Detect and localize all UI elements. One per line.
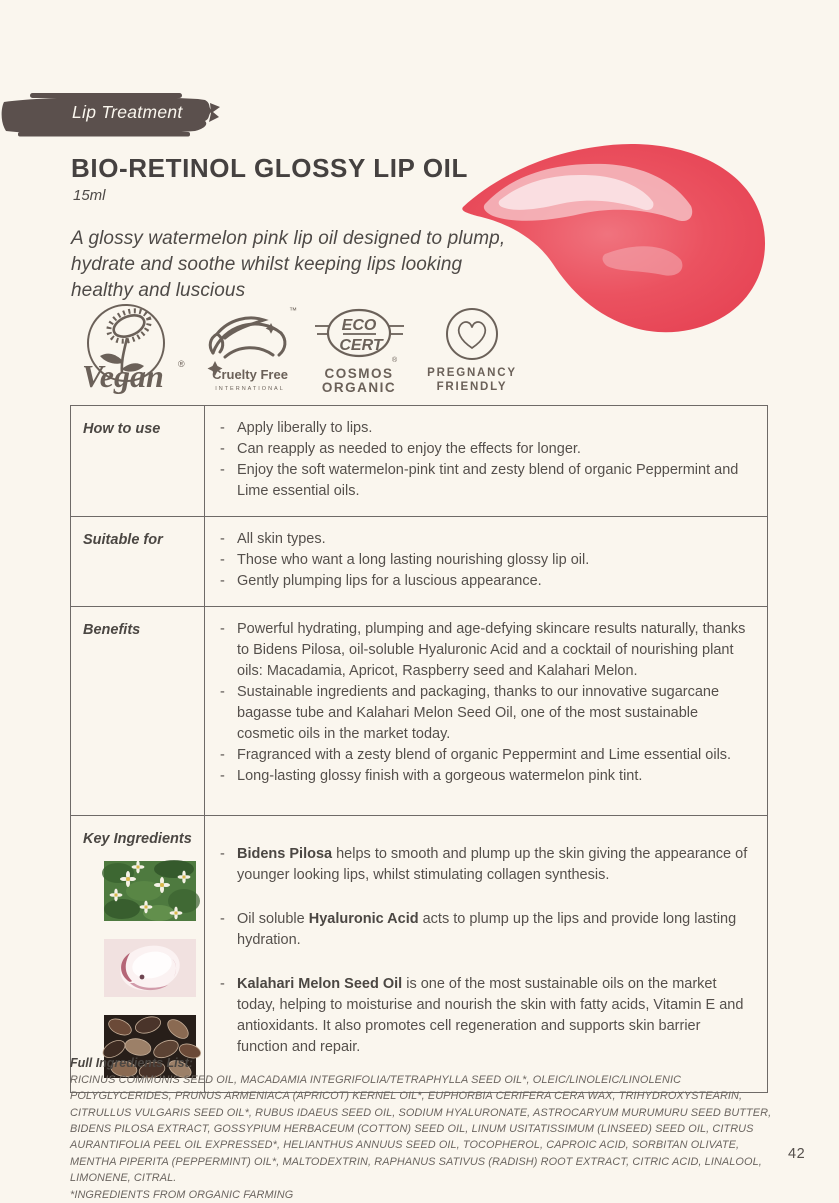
ecocert-badge-line1: ECO: [341, 317, 377, 334]
row-content: [205, 816, 767, 1092]
ecocert-badge-mark: ®: [392, 357, 398, 364]
table-row-suitable-for: [71, 516, 767, 606]
page-number: 42: [788, 1146, 806, 1162]
product-description: A glossy watermelon pink lip oil designed to plump, hydrate and soothe whilst keeping lips looking healthy and luscious: [71, 228, 506, 302]
ingredients-list: RICINUS COMMUNIS SEED OIL, MACADAMIA INTEGRIFOLIA/TETRAPHYLLA SEED OIL*, OLEIC/LINOLEIC/LINOLENIC POLYGLYCERIDES, PRUNUS ARMENIACA (APRICOT) KERNEL OIL*, EUPHORBIA CERIFERA CERA WAX, TRIHYDROXYSTEARIN, CITRULLUS VULGARIS SEED OIL*, RUBUS IDAEUS SEED OIL, SODIUM HYALURONATE, ASTROCARYUM MURUMURU SEED BUTTER, BIDENS PILOSA EXTRACT, GOSSYPIUM HERBACEUM (COTTON) SEED OIL, LINUM USITATISSIMUM (LINSEED) SEED OIL, CITRUS AURANTIFOLIA PEEL OIL EXPRESSED*, HELIANTHUS ANNUUS SEED OIL, TOCOPHEROL, CAPROIC ACID, SORBITAN OLIVATE, MENTHA PIPERITA (PEPPERMINT) OIL*, MALTODEXTRIN, RAPHANUS SATIVUS (RADISH) ROOT EXTRACT, CITRIC ACID, LINALOOL, LIMONENE, CITRAL.: [70, 1074, 772, 1185]
category-tag-label: Lip Treatment: [72, 102, 183, 122]
category-tag: [0, 92, 224, 138]
bullet-item: - Powerful hydrating, plumping and age-defying skincare results naturally, thanks to Bidens Pilosa, oil-soluble Hyaluronic Acid and a cocktail of nourishing plant oils: Macadamia, Apricot, Raspberry seed and Kalahari Melon.: [215, 619, 753, 682]
row-content: [205, 406, 767, 516]
bullet-item: - Sustainable ingredients and packaging, thanks to our innovative sugarcane bagasse tube and Kalahari Melon Seed Oil, one of the most sustainable cosmetic oils in the market today.: [215, 682, 753, 745]
bullet-item: - Kalahari Melon Seed Oil is one of the most sustainable oils on the market today, helping to moisturise and nourish the skin with fatty acids, Vitamin E and antioxidants. It also promotes cell regeneration and supports skin barrier function and repair.: [215, 974, 753, 1058]
row-label: Suitable for: [71, 517, 205, 606]
bullet-item: - Those who want a long lasting nourishing glossy lip oil.: [215, 550, 753, 571]
bullet-list: [215, 418, 753, 502]
bidens-pilosa-flowers-image: [104, 861, 196, 921]
table-row-benefits: [71, 606, 767, 815]
vegan-badge-label: Vegan: [82, 358, 164, 394]
cruelty-free-badge-mark: ™: [289, 306, 297, 315]
cruelty-free-badge-label: Cruelty Free: [212, 367, 288, 382]
product-volume: 15ml: [73, 187, 106, 204]
row-label: Benefits: [71, 607, 205, 815]
vegan-badge-mark: ®: [178, 359, 185, 369]
row-label-with-images: [71, 816, 205, 1092]
bullet-item: - Long-lasting glossy finish with a gorgeous watermelon pink tint.: [215, 766, 753, 787]
vegan-badge-icon: [66, 301, 192, 395]
bullet-item: - All skin types.: [215, 529, 753, 550]
ingredients-heading: Full Ingredients List:: [70, 1056, 193, 1070]
pregnancy-friendly-badge-icon: [422, 308, 522, 392]
row-content: [205, 607, 767, 815]
ecocert-badge-line2: CERT: [339, 337, 383, 354]
product-info-table: [70, 405, 768, 1093]
bullet-item: - Apply liberally to lips.: [215, 418, 753, 439]
bullet-item: - Enjoy the soft watermelon-pink tint and zesty blend of organic Peppermint and Lime essential oils.: [215, 460, 753, 502]
bullet-item: - Oil soluble Hyaluronic Acid acts to plump up the lips and provide long lasting hydration.: [215, 909, 753, 951]
page-title: BIO-RETINOL GLOSSY LIP OIL: [71, 153, 468, 183]
full-ingredients-section: [70, 1056, 772, 1203]
table-row-key-ingredients: [71, 815, 767, 1092]
ecocert-badge-sublabel2: ORGANIC: [321, 380, 397, 395]
cruelty-free-badge-icon: [201, 303, 299, 393]
ecocert-badge-sublabel1: COSMOS: [324, 366, 394, 381]
cruelty-free-badge-sublabel: INTERNATIONAL: [215, 386, 285, 392]
hyaluronic-acid-droplet-image: [104, 939, 196, 997]
bullet-item: - Can reapply as needed to enjoy the effects for longer.: [215, 439, 753, 460]
bullet-item: - Gently plumping lips for a luscious appearance.: [215, 571, 753, 592]
bullet-list: [215, 619, 753, 787]
bullet-item: - Fragranced with a zesty blend of organic Peppermint and Lime essential oils.: [215, 745, 753, 766]
row-label: How to use: [71, 406, 205, 516]
pregnancy-badge-line2: FRIENDLY: [436, 381, 508, 393]
rich-bullet-list: [215, 844, 753, 1058]
bullet-item: - Bidens Pilosa helps to smooth and plump up the skin giving the appearance of younger looking lips, whilst stimulating collagen synthesis.: [215, 844, 753, 886]
lip-oil-smear-image: [455, 132, 775, 337]
table-row-how-to-use: [71, 406, 767, 516]
row-label: Key Ingredients: [83, 831, 192, 848]
ingredients-footnote: *INGREDIENTS FROM ORGANIC FARMING: [70, 1188, 294, 1201]
row-content: [205, 517, 767, 606]
bullet-list: [215, 529, 753, 592]
ecocert-badge-icon: [314, 306, 406, 394]
pregnancy-badge-line1: PREGNANCY: [427, 367, 517, 379]
